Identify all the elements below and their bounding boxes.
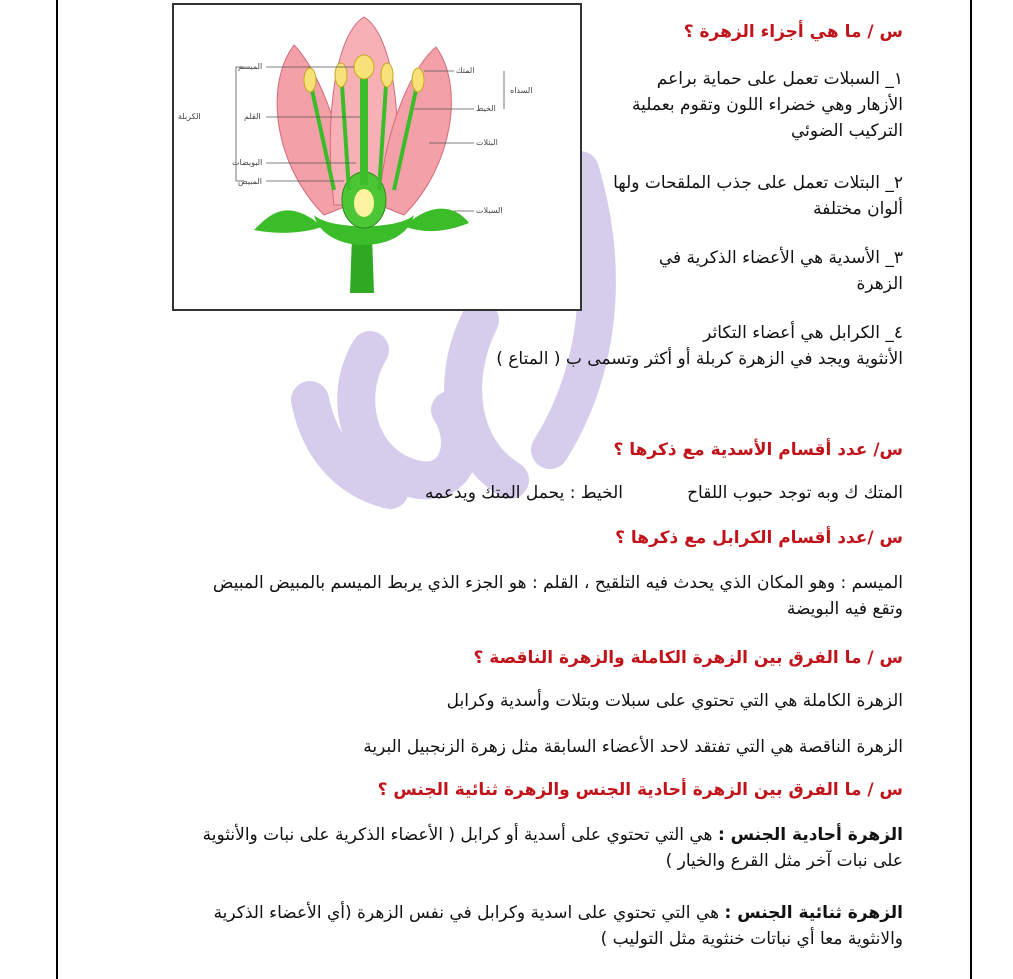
- question-carpel-parts: س /عدد أقسام الكرابل مع ذكرها ؟: [615, 528, 903, 548]
- text-unisexual: هي التي تحتوي على أسدية أو كرابل ( الأعضاء الذكرية على نبات والأنثوية على نبات آخر مثل القرع والخيار ): [202, 825, 903, 871]
- label-filament: الخيط: [476, 104, 496, 113]
- answer-unisexual: [188, 822, 903, 874]
- answer-carpel-parts: الميسم : وهو المكان الذي يحدث فيه التلقيح ، القلم : هو الجزء الذي يربط الميسم بالمبيض المبيض وتقع فيه البويضة: [212, 573, 903, 619]
- answer-complete-flower: الزهرة الكاملة هي التي تحتوي على سبلات وبتلات وأسدية وكرابل: [446, 691, 903, 711]
- label-stigma: الميسم: [238, 62, 263, 71]
- question-stamen-parts: س/ عدد أقسام الأسدية مع ذكرها ؟: [613, 440, 903, 460]
- answer-incomplete-flower: الزهرة الناقصة هي التي تفتقد لاحد الأعضاء السابقة مثل زهرة الزنجبيل البرية: [363, 737, 903, 757]
- label-sepals: السبلات: [476, 206, 503, 215]
- label-ovary: المبيض: [238, 177, 262, 186]
- question-complete-vs-incomplete: س / ما الفرق بين الزهرة الكاملة والزهرة الناقصة ؟: [473, 648, 903, 668]
- question-flower-parts: س / ما هي أجزاء الزهرة ؟: [683, 22, 903, 42]
- answer-stamens: ٣_ الأسدية هي الأعضاء الذكرية في الزهرة: [658, 248, 903, 294]
- sepal-left-shape: [254, 210, 322, 232]
- sepal-right-shape: [406, 209, 469, 231]
- answer-carpels-line2: الأنثوية ويجد في الزهرة كربلة أو أكثر وتسمى ب ( المتاع ): [496, 349, 903, 369]
- text-bisexual: هي التي تحتوي على اسدية وكرابل في نفس الزهرة (أي الأعضاء الذكرية والانثوية معا أي نباتات خنثوية مثل التوليب ): [213, 903, 903, 949]
- flower-illustration: [174, 5, 580, 309]
- term-bisexual: الزهرة ثنائية الجنس :: [724, 903, 903, 923]
- label-ovules: البويضات: [232, 158, 263, 167]
- ovule-shape: [354, 189, 374, 217]
- style-shape: [360, 75, 368, 185]
- answer-carpels-line1: ٤_ الكرابل هي أعضاء التكاثر: [703, 323, 903, 343]
- label-style: القلم: [244, 112, 261, 121]
- flower-diagram: [172, 3, 582, 311]
- label-carpel: الكربلة: [178, 112, 201, 121]
- stigma-shape: [354, 55, 374, 79]
- answer-bisexual: [188, 900, 903, 952]
- question-unisexual-vs-bisexual: س / ما الفرق بين الزهرة أحادية الجنس والزهرة ثنائية الجنس ؟: [377, 780, 903, 800]
- answer-filament: الخيط : يحمل المتك ويدعمه: [424, 483, 623, 503]
- answer-sepals: ١_ السبلات تعمل على حماية براعم الأزهار وهي خضراء اللون وتقوم بعملية التركيب الضوئي: [632, 69, 903, 141]
- answer-petals: ٢_ البتلات تعمل على جذب الملقحات ولها ألوان مختلفة: [613, 173, 903, 219]
- label-anther: المتك: [456, 66, 475, 75]
- page-border-left: [56, 0, 58, 979]
- page-border-right: [970, 0, 972, 979]
- label-petals: البتلات: [476, 138, 498, 147]
- answer-anther: المتك ك وبه توجد حبوب اللقاح: [687, 483, 903, 503]
- term-unisexual: الزهرة أحادية الجنس :: [717, 825, 903, 845]
- label-stamen: السداه: [510, 86, 533, 95]
